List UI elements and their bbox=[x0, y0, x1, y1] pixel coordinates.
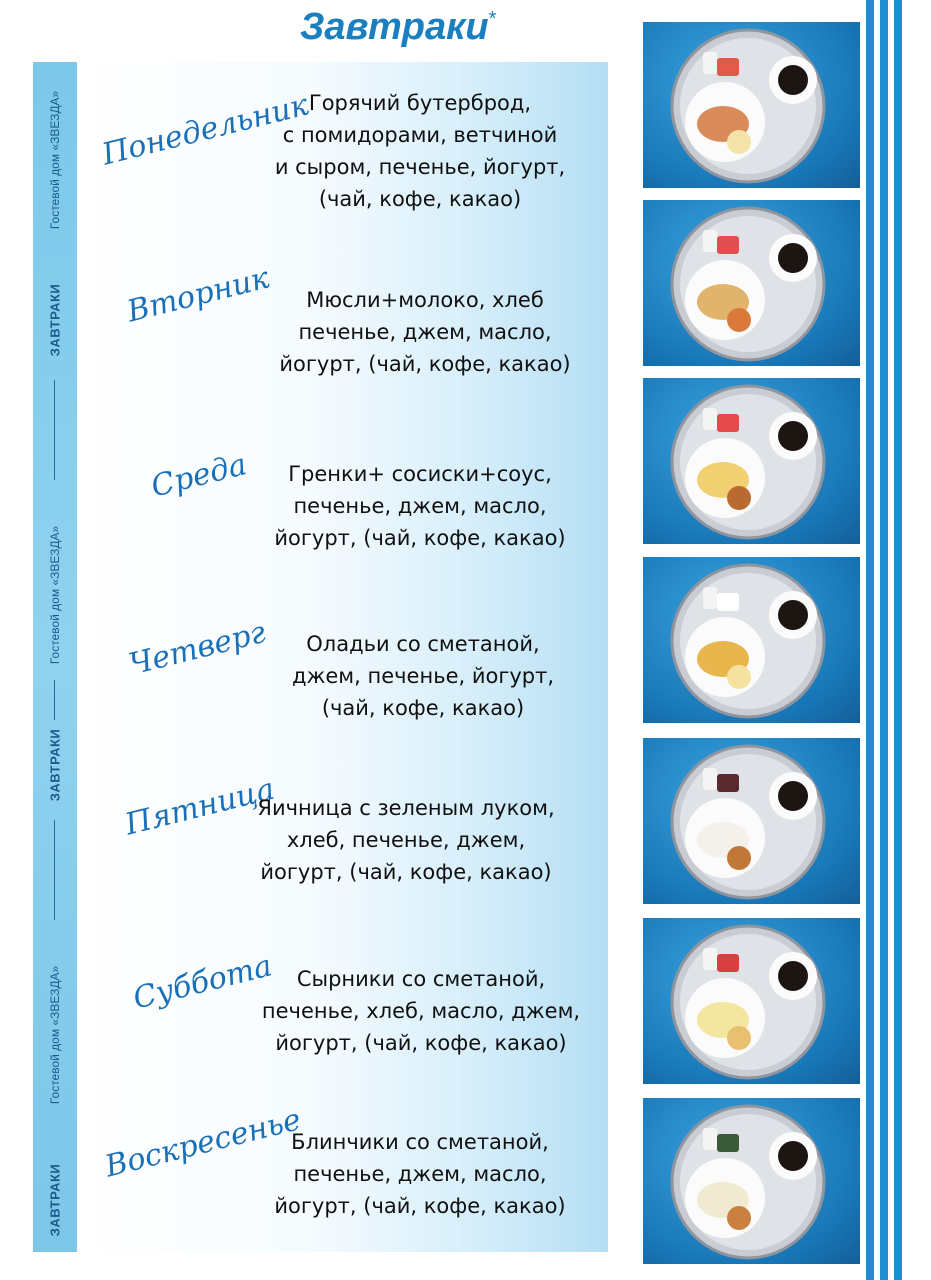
day-name-sunday: Воскресенье bbox=[101, 1102, 305, 1185]
jam-pack-icon bbox=[717, 954, 739, 972]
decor-stripe bbox=[866, 0, 874, 1280]
menu-description-friday: Яичница с зеленым луком, хлеб, печенье, джем, йогурт, (чай, кофе, какао) bbox=[257, 796, 555, 884]
side-dish-icon bbox=[727, 486, 751, 510]
decor-stripe bbox=[894, 0, 902, 1280]
menu-description-wednesday: Гренки+ сосиски+соус, печенье, джем, масло, йогурт, (чай, кофе, какао) bbox=[274, 462, 566, 550]
jam-pack-icon bbox=[717, 58, 739, 76]
coffee-cup-icon bbox=[778, 65, 808, 95]
side-dish-icon bbox=[727, 1206, 751, 1230]
yogurt-icon bbox=[703, 587, 717, 609]
jam-pack-icon bbox=[717, 414, 739, 432]
strip-label-restaurant: Гостевой дом «ЗВЕЗДА» bbox=[48, 90, 62, 230]
day-name-tuesday: Вторник bbox=[123, 260, 273, 330]
yogurt-icon bbox=[703, 52, 717, 74]
menu-description-sunday: Блинчики со сметаной, печенье, джем, масло, йогурт, (чай, кофе, какао) bbox=[274, 1130, 566, 1218]
breakfast-plate-photo bbox=[643, 738, 860, 904]
yogurt-icon bbox=[703, 768, 717, 790]
day-name-monday: Понедельник bbox=[98, 87, 312, 173]
strip-divider bbox=[54, 380, 55, 480]
coffee-cup-icon bbox=[778, 421, 808, 451]
menu-description-tuesday: Мюсли+молоко, хлеб печенье, джем, масло, йогурт, (чай, кофе, какао) bbox=[279, 288, 571, 376]
side-dish-icon bbox=[727, 308, 751, 332]
menu-description-thursday: Оладьи со сметаной, джем, печенье, йогурт, (чай, кофе, какао) bbox=[291, 632, 555, 720]
strip-label-restaurant: Гостевой дом «ЗВЕЗДА» bbox=[48, 965, 62, 1105]
coffee-cup-icon bbox=[778, 243, 808, 273]
strip-label-restaurant: Гостевой дом «ЗВЕЗДА» bbox=[48, 525, 62, 665]
decor-stripe bbox=[880, 0, 888, 1280]
yogurt-icon bbox=[703, 1128, 717, 1150]
strip-divider bbox=[54, 680, 55, 720]
day-name-friday: Пятница bbox=[121, 771, 279, 843]
jam-pack-icon bbox=[717, 1134, 739, 1152]
breakfast-photo-friday bbox=[643, 738, 860, 904]
breakfast-photo-thursday bbox=[643, 557, 860, 723]
breakfast-plate-photo bbox=[643, 200, 860, 366]
strip-divider bbox=[54, 820, 55, 920]
breakfast-plate-photo bbox=[643, 1098, 860, 1264]
yogurt-icon bbox=[703, 948, 717, 970]
strip-label-breakfast: ЗАВТРАКИ bbox=[47, 728, 63, 802]
jam-pack-icon bbox=[717, 236, 739, 254]
yogurt-icon bbox=[703, 408, 717, 430]
day-name-saturday: Суббота bbox=[129, 948, 276, 1017]
title-footnote-mark: * bbox=[488, 8, 497, 30]
breakfast-photo-saturday bbox=[643, 918, 860, 1084]
strip-label-breakfast: ЗАВТРАКИ bbox=[47, 1163, 63, 1237]
jam-pack-icon bbox=[717, 774, 739, 792]
day-name-thursday: Четверг bbox=[125, 614, 270, 683]
breakfast-photo-monday bbox=[643, 22, 860, 188]
strip-label-breakfast: ЗАВТРАКИ bbox=[47, 283, 63, 357]
breakfast-photo-wednesday bbox=[643, 378, 860, 544]
side-dish-icon bbox=[727, 665, 751, 689]
breakfast-plate-photo bbox=[643, 918, 860, 1084]
menu-description-monday: Горячий бутерброд, с помидорами, ветчиной и сыром, печенье, йогурт, (чай, кофе, какао) bbox=[274, 91, 566, 211]
coffee-cup-icon bbox=[778, 600, 808, 630]
breakfast-photo-tuesday bbox=[643, 200, 860, 366]
side-dish-icon bbox=[727, 1026, 751, 1050]
day-name-wednesday: Среда bbox=[147, 447, 251, 505]
coffee-cup-icon bbox=[778, 1141, 808, 1171]
coffee-cup-icon bbox=[778, 961, 808, 991]
breakfast-photo-sunday bbox=[643, 1098, 860, 1264]
side-dish-icon bbox=[727, 846, 751, 870]
side-dish-icon bbox=[727, 130, 751, 154]
jam-pack-icon bbox=[717, 593, 739, 611]
breakfast-plate-photo bbox=[643, 22, 860, 188]
menu-description-saturday: Сырники со сметаной, печенье, хлеб, масло, джем, йогурт, (чай, кофе, какао) bbox=[261, 967, 581, 1055]
breakfast-plate-photo bbox=[643, 378, 860, 544]
page-title: Завтраки* bbox=[300, 6, 497, 48]
breakfast-plate-photo bbox=[643, 557, 860, 723]
yogurt-icon bbox=[703, 230, 717, 252]
coffee-cup-icon bbox=[778, 781, 808, 811]
